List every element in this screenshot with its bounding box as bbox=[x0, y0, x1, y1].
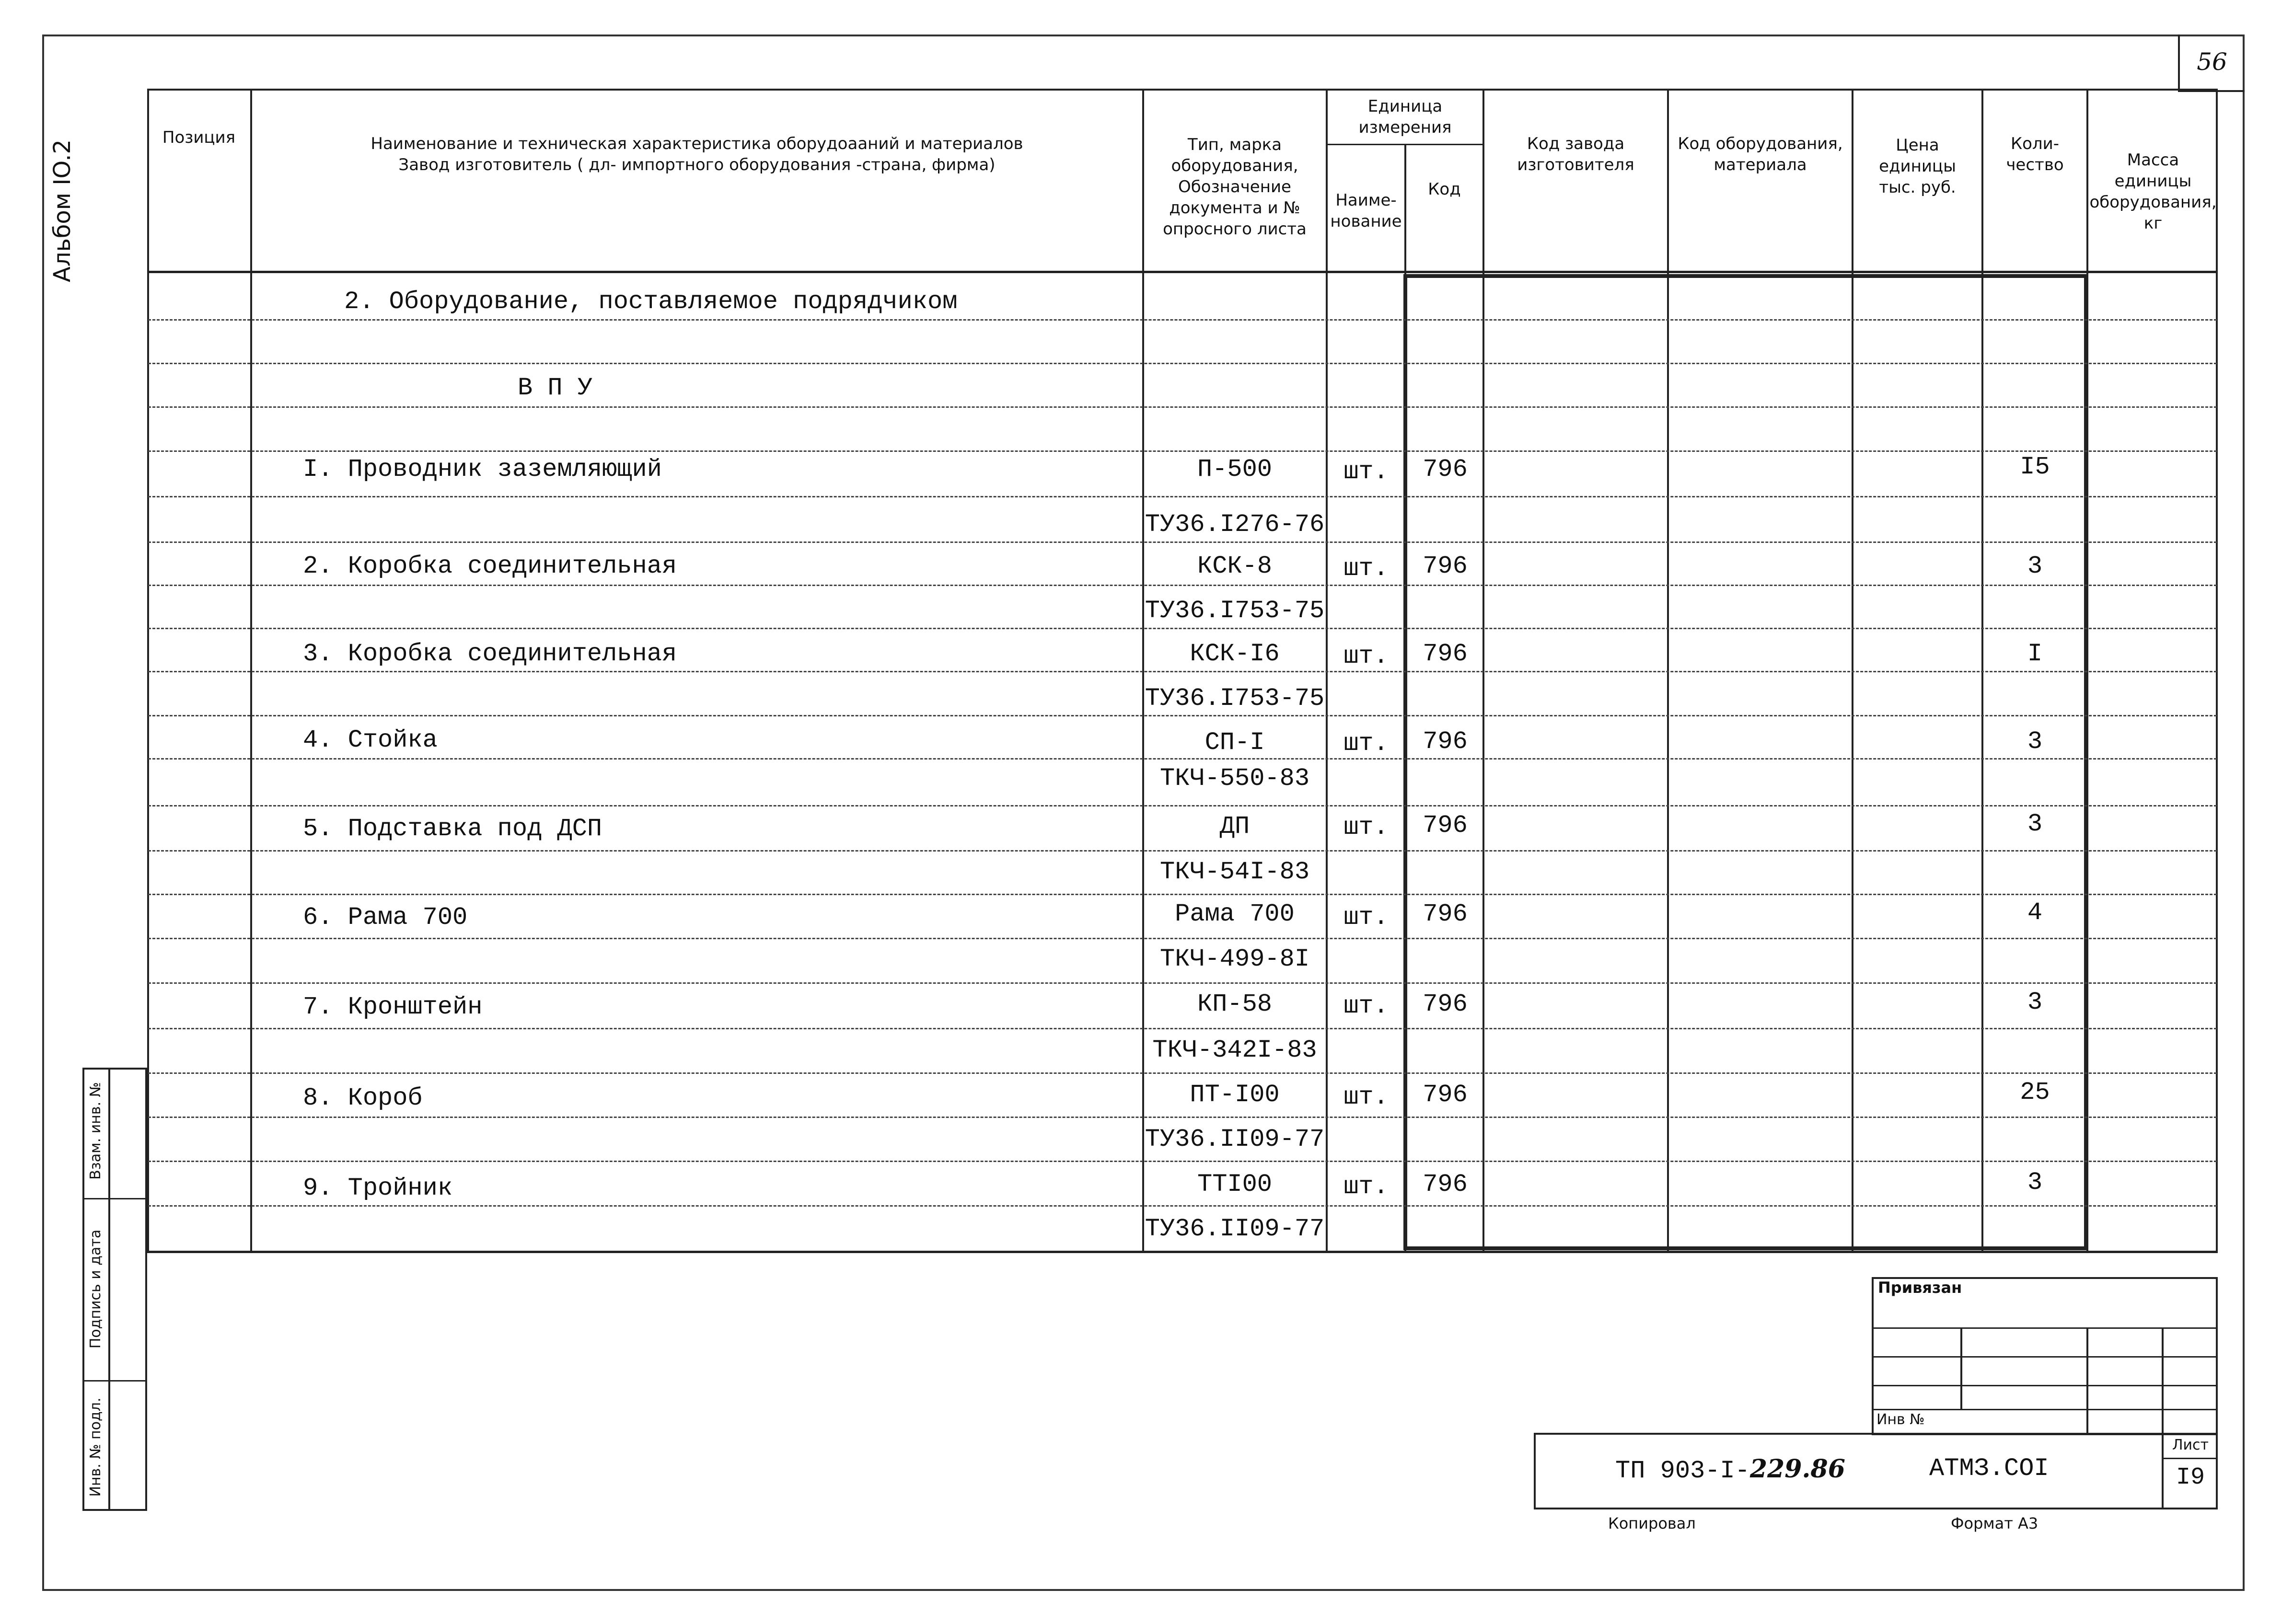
row-qty: 4 bbox=[2027, 898, 2043, 927]
row-line bbox=[148, 982, 2217, 984]
row-doc: ТУ36.I276-76 bbox=[1145, 510, 1325, 539]
row-line bbox=[148, 894, 2217, 895]
row-line bbox=[148, 406, 2217, 408]
format-label: Формат А3 bbox=[1951, 1514, 2038, 1532]
row-line bbox=[148, 496, 2217, 497]
row-type: ПТ-I00 bbox=[1190, 1081, 1280, 1109]
row-line bbox=[148, 628, 2217, 629]
attached-line bbox=[1872, 1385, 2218, 1386]
side-stamp-line bbox=[82, 1198, 147, 1199]
row-name: 8. Короб bbox=[303, 1084, 423, 1112]
row-qty: 3 bbox=[2027, 810, 2043, 838]
row-code: 796 bbox=[1423, 990, 1468, 1018]
header-mass: Масса единицы оборудования, кг bbox=[2089, 150, 2217, 233]
row-line bbox=[148, 758, 2217, 760]
header-type: Тип, марка оборудования, Обозначение документа и № опросного листа bbox=[1163, 135, 1307, 239]
row-code: 796 bbox=[1423, 1170, 1468, 1198]
header-position: Позиция bbox=[162, 128, 236, 147]
row-code: 796 bbox=[1423, 727, 1468, 756]
row-name: 9. Тройник bbox=[303, 1174, 453, 1202]
row-unit: шт. bbox=[1343, 642, 1389, 670]
row-doc: ТКЧ-342I-83 bbox=[1152, 1036, 1317, 1064]
row-code: 796 bbox=[1423, 1081, 1468, 1109]
table-bottom-line bbox=[147, 1251, 2218, 1253]
page-number: 56 bbox=[2197, 48, 2227, 76]
row-doc: ТКЧ-54I-83 bbox=[1159, 858, 1310, 886]
row-line bbox=[148, 585, 2217, 586]
side-stamp-line bbox=[82, 1380, 147, 1382]
row-name: I. Проводник заземляющий bbox=[303, 455, 662, 484]
row-qty: 3 bbox=[2027, 988, 2043, 1016]
row-name: 2. Коробка соединительная bbox=[303, 552, 677, 580]
sign-date-label: Подпись и дата bbox=[87, 1229, 104, 1349]
row-code: 796 bbox=[1423, 900, 1468, 928]
row-qty: I5 bbox=[2020, 453, 2050, 481]
row-line bbox=[148, 1205, 2217, 1207]
row-line bbox=[148, 1117, 2217, 1118]
doc-number bbox=[1615, 1454, 1845, 1485]
header-divider bbox=[147, 271, 2218, 273]
row-doc: ТКЧ-550-83 bbox=[1159, 764, 1310, 793]
row-doc: ТУ36.II09-77 bbox=[1145, 1125, 1325, 1153]
row-line bbox=[148, 938, 2217, 939]
row-name: 7. Кронштейн bbox=[303, 993, 483, 1021]
section-title: 2. Оборудование, поставляемое подрядчиком bbox=[344, 288, 958, 316]
subsection-title: В П У bbox=[518, 374, 593, 402]
sheet-number: I9 bbox=[2176, 1464, 2205, 1491]
inv-no-label: Инв № bbox=[1876, 1411, 1925, 1428]
row-type: КСК-8 bbox=[1197, 552, 1273, 580]
sheet-col bbox=[2162, 1433, 2164, 1509]
row-line bbox=[148, 715, 2217, 716]
row-unit: шт. bbox=[1343, 1083, 1389, 1111]
sheet-label: Лист bbox=[2172, 1437, 2209, 1453]
attached-col bbox=[1960, 1327, 1962, 1409]
row-type: Рама 700 bbox=[1175, 900, 1295, 928]
row-name: 6. Рама 700 bbox=[303, 903, 468, 932]
row-type: П-500 bbox=[1197, 455, 1273, 484]
attached-line bbox=[1872, 1409, 2218, 1410]
header-name: Наименование и техническая характеристика оборудоааний и материалов Завод изготовитель ( дл- импортного оборудования -страна, фирма) bbox=[371, 134, 1023, 174]
row-code: 796 bbox=[1423, 811, 1468, 840]
side-stamp-line bbox=[108, 1068, 110, 1511]
row-type: ДП bbox=[1219, 812, 1250, 841]
row-line bbox=[148, 1028, 2217, 1029]
row-qty: 3 bbox=[2027, 552, 2043, 580]
row-unit: шт. bbox=[1343, 992, 1389, 1020]
copied-label: Копировал bbox=[1608, 1514, 1696, 1532]
attached-col bbox=[2162, 1327, 2164, 1435]
header-equipment-code: Код оборудования, материала bbox=[1678, 134, 1843, 174]
row-doc: ТУ36.I753-75 bbox=[1145, 684, 1325, 713]
row-unit: шт. bbox=[1343, 813, 1389, 841]
row-line bbox=[148, 1072, 2217, 1074]
header-unit-group: Единица измерения bbox=[1358, 97, 1452, 137]
row-line bbox=[148, 450, 2217, 452]
row-qty: 25 bbox=[2020, 1078, 2050, 1106]
header-price: Цена единицы тыс. руб. bbox=[1879, 136, 1956, 197]
row-line bbox=[148, 805, 2217, 806]
doc-number-printed: ТП 903-I- bbox=[1615, 1457, 1750, 1485]
row-doc: ТКЧ-499-8I bbox=[1159, 945, 1310, 973]
row-line bbox=[148, 850, 2217, 852]
row-code: 796 bbox=[1423, 455, 1468, 484]
row-qty: 3 bbox=[2027, 727, 2043, 756]
row-qty: I bbox=[2027, 640, 2043, 668]
doc-number-handwritten: 229.86 bbox=[1749, 1454, 1845, 1484]
attached-label: Привязан bbox=[1878, 1278, 1962, 1297]
doc-code: АТМЗ.СОI bbox=[1929, 1454, 2049, 1483]
swap-inv-label: Взам. инв. № bbox=[87, 1082, 104, 1180]
row-unit: шт. bbox=[1343, 729, 1389, 758]
row-code: 796 bbox=[1423, 552, 1468, 580]
row-line bbox=[148, 541, 2217, 543]
row-line bbox=[148, 363, 2217, 364]
row-type: КП-58 bbox=[1197, 990, 1273, 1018]
row-type: КСК-I6 bbox=[1190, 640, 1280, 668]
header-quantity: Коли- чество bbox=[2006, 134, 2064, 174]
row-doc: ТУ36.II09-77 bbox=[1145, 1215, 1325, 1243]
row-name: 4. Стойка bbox=[303, 726, 438, 754]
row-type: ТТI00 bbox=[1197, 1170, 1273, 1198]
row-name: 3. Коробка соединительная bbox=[303, 640, 677, 668]
attached-col bbox=[2086, 1327, 2088, 1435]
row-line bbox=[148, 319, 2217, 321]
row-unit: шт. bbox=[1343, 1173, 1389, 1201]
header-unit-name: Наиме- нование bbox=[1330, 191, 1402, 231]
row-unit: шт. bbox=[1343, 903, 1389, 932]
attached-line bbox=[1872, 1356, 2218, 1358]
row-qty: 3 bbox=[2027, 1168, 2043, 1197]
attached-line bbox=[1872, 1327, 2218, 1329]
sheet-line bbox=[2162, 1458, 2218, 1459]
row-unit: шт. bbox=[1343, 554, 1389, 583]
row-name: 5. Подставка под ДСП bbox=[303, 815, 602, 843]
row-line bbox=[148, 1161, 2217, 1162]
album-label: Альбом IO.2 bbox=[49, 139, 76, 283]
row-line bbox=[148, 671, 2217, 672]
row-type: СП-I bbox=[1204, 728, 1265, 757]
row-unit: шт. bbox=[1343, 458, 1389, 486]
row-doc: ТУ36.I753-75 bbox=[1145, 597, 1325, 625]
header-factory-code: Код завода изготовителя bbox=[1517, 134, 1634, 174]
header-unit-code: Код bbox=[1428, 180, 1461, 199]
inv-orig-label: Инв. № подл. bbox=[87, 1397, 104, 1497]
row-code: 796 bbox=[1423, 640, 1468, 668]
